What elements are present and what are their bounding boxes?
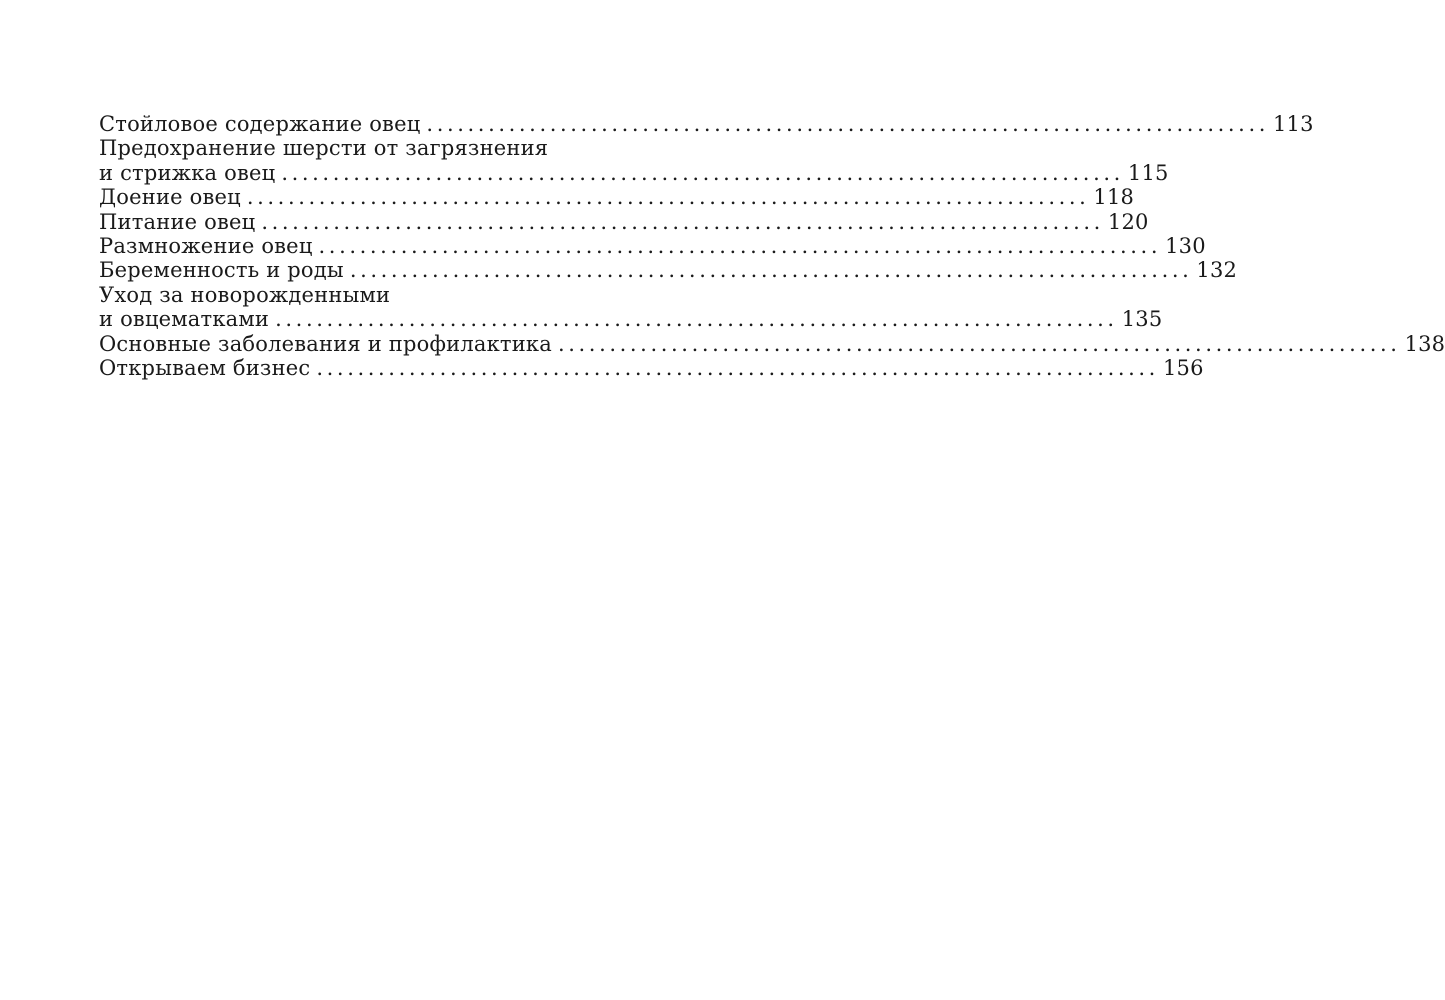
dot-leader: ..................................................................................: [275, 307, 1118, 332]
toc-entry-title: Предохранение шерсти от загрязнения: [99, 136, 549, 161]
toc-entry-title: Доение овец: [99, 185, 241, 210]
dot-leader: ..................................................................................: [246, 185, 1090, 210]
dot-leader: ..................................................................................: [318, 233, 1162, 258]
toc-line: [99, 355, 1204, 380]
toc-page-number: 135: [1121, 307, 1163, 332]
toc-entry-title-continuation: и овцематками: [99, 307, 270, 332]
toc-line: [99, 258, 1238, 283]
toc-entry: [99, 209, 1149, 234]
toc-entry-title: Стойловое содержание овец: [99, 112, 421, 136]
toc-entry: [99, 112, 1314, 136]
toc-entry: [99, 136, 1169, 185]
toc-page-number: 120: [1107, 209, 1149, 234]
toc-line: [99, 160, 1169, 185]
toc-entry-title: Питание овец: [99, 209, 256, 234]
toc-entry-title-continuation: и стрижка овец: [99, 160, 276, 185]
toc-entry: [99, 258, 1238, 283]
toc-entry-title: Уход за новорожденными: [99, 282, 391, 307]
toc-line: [99, 209, 1149, 234]
toc-entry-title: Основные заболевания и профилактика: [99, 331, 552, 356]
dot-leader: ..................................................................................: [426, 112, 1269, 136]
toc-entry-title: Размножение овец: [99, 233, 313, 258]
dot-leader: ..................................................................................: [281, 160, 1124, 185]
toc-page-number: 156: [1162, 355, 1204, 380]
dot-leader: ..................................................................................: [557, 331, 1401, 356]
toc-entry-title: Открываем бизнес: [99, 355, 311, 380]
toc-line: [99, 331, 1445, 356]
toc-entry: [99, 185, 1135, 210]
toc-page-number: 115: [1127, 160, 1169, 185]
toc-page-number: 118: [1093, 185, 1135, 210]
toc-entry: [99, 282, 1163, 332]
toc-line: [99, 233, 1206, 258]
dot-leader: ..................................................................................: [349, 258, 1193, 283]
toc-entry: [99, 233, 1206, 258]
toc-line: [99, 112, 1314, 136]
toc-page-number: 138: [1404, 331, 1445, 356]
table-of-contents: [99, 112, 1445, 380]
dot-leader: ..................................................................................: [261, 209, 1104, 234]
toc-entry-title: Беременность и роды: [99, 258, 344, 283]
dot-leader: ..................................................................................: [316, 355, 1159, 380]
toc-entry: [99, 331, 1445, 356]
toc-line: [99, 185, 1135, 210]
toc-page-number: 130: [1165, 233, 1206, 258]
toc-entry: [99, 355, 1204, 380]
toc-line: [99, 307, 1163, 332]
toc-line: [99, 283, 665, 307]
toc-line: [99, 136, 665, 160]
toc-page-number: 113: [1273, 112, 1314, 136]
toc-page-number: 132: [1196, 258, 1238, 283]
